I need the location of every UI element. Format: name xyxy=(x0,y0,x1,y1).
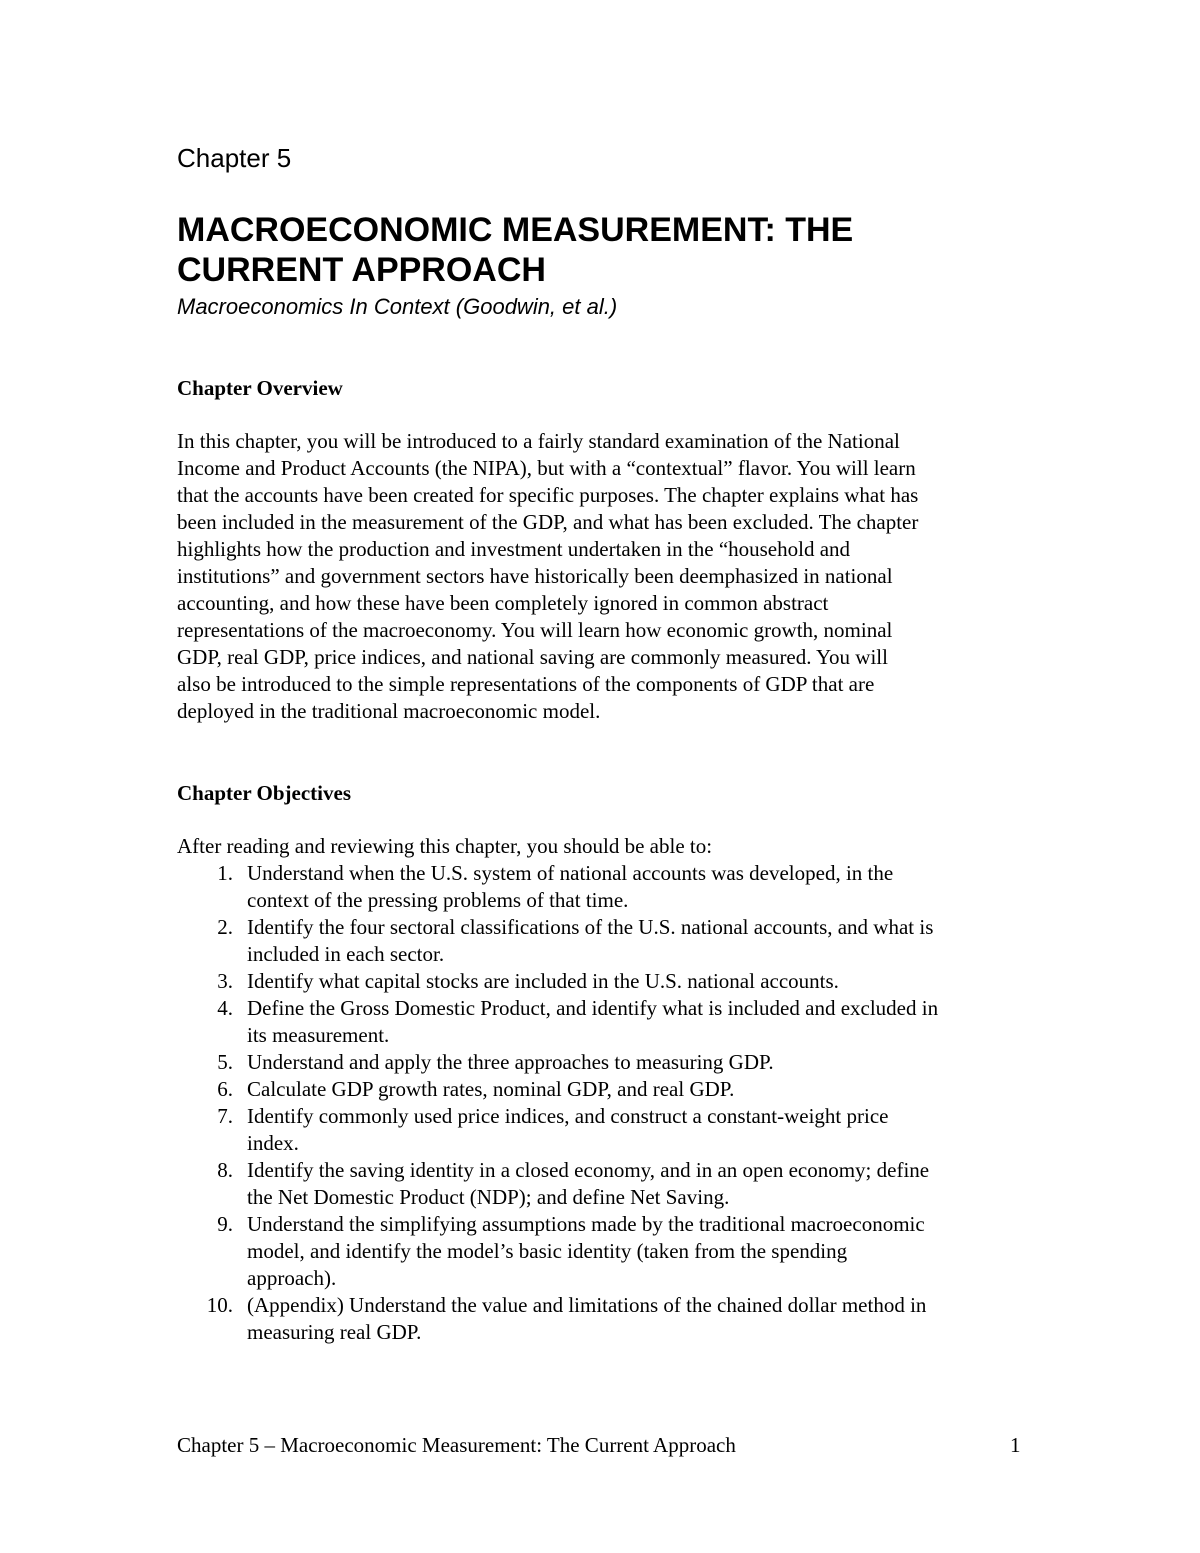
objective-line: Identify what capital stocks are included in the U.S. national accounts. xyxy=(247,969,839,993)
objective-text xyxy=(247,1157,1047,1211)
objective-line: included in each sector. xyxy=(247,942,445,966)
paragraph-line: representations of the macroeconomy. You will learn how economic growth, nominal xyxy=(177,618,893,642)
objective-item xyxy=(177,1292,1047,1346)
objective-number: 7. xyxy=(217,1104,233,1128)
objective-line: Understand the simplifying assumptions made by the traditional macroeconomic xyxy=(247,1212,925,1236)
objective-item xyxy=(177,860,1047,914)
page-footer: Chapter 5 – Macroeconomic Measurement: The Current Approach xyxy=(177,1433,736,1457)
objective-text xyxy=(247,860,1047,914)
objective-number: 9. xyxy=(217,1212,233,1236)
paragraph-line: been included in the measurement of the GDP, and what has been excluded. The chapter xyxy=(177,510,919,534)
objective-line: Understand and apply the three approaches to measuring GDP. xyxy=(247,1050,774,1074)
objective-line: the Net Domestic Product (NDP); and define Net Saving. xyxy=(247,1185,730,1209)
objective-text xyxy=(247,1076,1047,1103)
paragraph-line: Income and Product Accounts (the NIPA), but with a “contextual” flavor. You will learn xyxy=(177,456,916,480)
objective-text xyxy=(247,968,1047,995)
objective-item xyxy=(177,968,1047,995)
objective-number: 10. xyxy=(206,1293,233,1317)
objectives-heading: Chapter Objectives xyxy=(177,781,351,805)
objective-number: 4. xyxy=(217,996,233,1020)
chapter-label: Chapter 5 xyxy=(177,143,292,173)
objective-line: Identify the saving identity in a closed economy, and in an open economy; define xyxy=(247,1158,930,1182)
objective-line: Identify the four sectoral classifications of the U.S. national accounts, and what is xyxy=(247,915,934,939)
paragraph-line: GDP, real GDP, price indices, and national saving are commonly measured. You will xyxy=(177,645,888,669)
paragraph-line: institutions” and government sectors have historically been deemphasized in national xyxy=(177,564,893,588)
objective-item xyxy=(177,1049,1047,1076)
paragraph-line: deployed in the traditional macroeconomic model. xyxy=(177,699,601,723)
objective-line: measuring real GDP. xyxy=(247,1320,422,1344)
overview-paragraph xyxy=(177,428,1037,725)
objective-line: index. xyxy=(247,1131,299,1155)
paragraph-line: that the accounts have been created for specific purposes. The chapter explains what has xyxy=(177,483,919,507)
objective-item xyxy=(177,1157,1047,1211)
objective-item xyxy=(177,914,1047,968)
objective-line: context of the pressing problems of that time. xyxy=(247,888,629,912)
objective-line: Identify commonly used price indices, and construct a constant-weight price xyxy=(247,1104,889,1128)
objective-text xyxy=(247,995,1047,1049)
page-title xyxy=(177,210,853,290)
objective-item xyxy=(177,1076,1047,1103)
objective-line: approach). xyxy=(247,1266,337,1290)
book-subtitle: Macroeconomics In Context (Goodwin, et al.) xyxy=(177,294,618,319)
objective-number: 1. xyxy=(217,861,233,885)
title-line: MACROECONOMIC MEASUREMENT: THE xyxy=(177,211,854,249)
objective-item xyxy=(177,1103,1047,1157)
title-line: CURRENT APPROACH xyxy=(177,251,546,289)
objective-item xyxy=(177,995,1047,1049)
objective-text xyxy=(247,914,1047,968)
paragraph-line: highlights how the production and investment undertaken in the “household and xyxy=(177,537,851,561)
objective-number: 2. xyxy=(217,915,233,939)
objective-line: (Appendix) Understand the value and limitations of the chained dollar method in xyxy=(247,1293,927,1317)
objective-text xyxy=(247,1103,1047,1157)
objectives-list xyxy=(177,860,1047,1346)
objective-line: its measurement. xyxy=(247,1023,390,1047)
objective-line: Define the Gross Domestic Product, and identify what is included and excluded in xyxy=(247,996,939,1020)
objective-line: Understand when the U.S. system of national accounts was developed, in the xyxy=(247,861,894,885)
objective-number: 5. xyxy=(217,1050,233,1074)
objective-number: 3. xyxy=(217,969,233,993)
paragraph-line: also be introduced to the simple representations of the components of GDP that are xyxy=(177,672,875,696)
objectives-intro: After reading and reviewing this chapter, you should be able to: xyxy=(177,834,713,858)
paragraph-line: In this chapter, you will be introduced to a fairly standard examination of the National xyxy=(177,429,900,453)
objective-number: 8. xyxy=(217,1158,233,1182)
objective-line: model, and identify the model’s basic identity (taken from the spending xyxy=(247,1239,848,1263)
objective-item xyxy=(177,1211,1047,1292)
paragraph-line: accounting, and how these have been completely ignored in common abstract xyxy=(177,591,829,615)
objective-line: Calculate GDP growth rates, nominal GDP, and real GDP. xyxy=(247,1077,735,1101)
objective-number: 6. xyxy=(217,1077,233,1101)
objective-text xyxy=(247,1292,1047,1346)
overview-heading: Chapter Overview xyxy=(177,376,343,400)
objective-text xyxy=(247,1211,1047,1292)
objective-text xyxy=(247,1049,1047,1076)
page-number: 1 xyxy=(1010,1433,1021,1457)
